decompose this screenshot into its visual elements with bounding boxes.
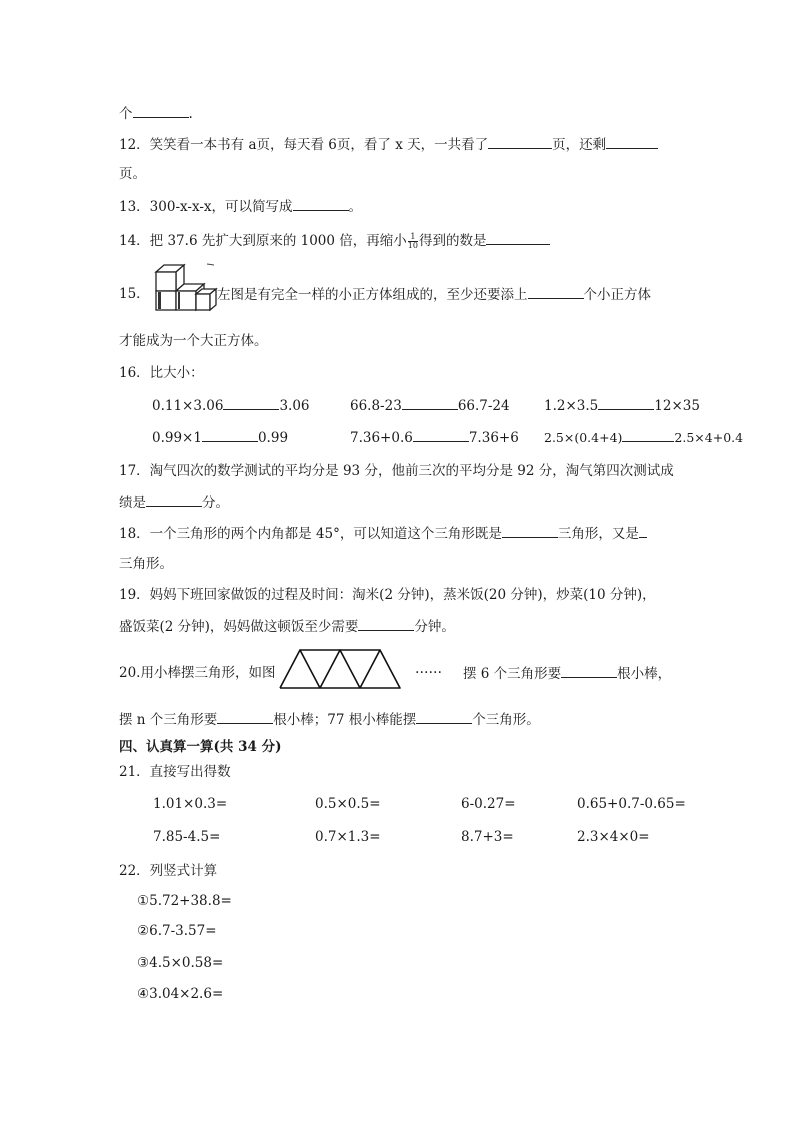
direct-calc-item	[153, 795, 227, 813]
answer-blank[interactable]	[486, 231, 550, 245]
q13-text-2: 。	[348, 199, 362, 215]
question-12	[119, 135, 658, 154]
question-20-cont	[119, 710, 540, 729]
q11-tail-end: .	[188, 106, 193, 122]
q18-text-3: 三角形。	[119, 556, 173, 572]
q20-text-5: 根小棒；77 根小棒能摆	[273, 712, 417, 728]
q20-text-4: 摆 n 个三角形要	[119, 712, 218, 728]
triangle-sticks-figure	[278, 648, 408, 690]
direct-calc-item	[461, 795, 516, 813]
answer-blank[interactable]	[146, 493, 202, 507]
direct-calc-expr: 0.5×0.5=	[315, 796, 381, 812]
compare-left: 2.5×(0.4+4)	[544, 430, 623, 445]
question-17-cont	[119, 493, 229, 512]
compare-right: 7.36+6	[468, 430, 519, 446]
q15-number: 15．	[119, 286, 150, 302]
answer-blank[interactable]	[358, 617, 414, 631]
fraction-numerator: 1	[408, 233, 418, 242]
q12-text: 12．笑笑看一本书有 a页，每天看 6页，看了 x 天，一共看了	[119, 137, 489, 153]
direct-calc-expr: 8.7+3=	[461, 829, 514, 845]
answer-blank[interactable]	[528, 285, 584, 299]
question-18-cont	[119, 555, 173, 573]
compare-item	[350, 428, 519, 447]
q18-text: 18．一个三角形的两个内角都是 45°，可以知道这个三角形既是	[119, 526, 502, 542]
q14-text: 14．把 37.6 先扩大到原来的 1000 倍，再缩小	[119, 233, 407, 249]
question-15-cont	[119, 332, 268, 350]
fraction-denominator: 10	[407, 241, 418, 250]
answer-blank[interactable]	[488, 135, 552, 149]
direct-calc-item	[577, 795, 686, 813]
direct-calc-item	[153, 828, 220, 846]
direct-calc-expr: 7.85-4.5=	[153, 829, 221, 845]
compare-right: 66.7-24	[457, 398, 510, 414]
vertical-calc-item	[137, 954, 223, 972]
direct-calc-item	[315, 795, 381, 813]
question-15-body	[217, 285, 651, 304]
question-21	[119, 763, 231, 781]
direct-calc-item	[577, 828, 650, 846]
vertical-calc-expr: ②6.7-3.57=	[137, 923, 217, 939]
q15-text: 左图是有完全一样的小正方体组成的，至少还要添上	[217, 287, 528, 303]
q17-text-3: 分。	[202, 495, 229, 511]
question-19-cont	[119, 617, 455, 636]
question-22	[119, 862, 217, 880]
question-17	[119, 462, 674, 480]
compare-left: 7.36+0.6	[350, 430, 413, 446]
compare-blank[interactable]	[598, 396, 654, 410]
q16-text: 16．比大小：	[119, 365, 204, 381]
compare-blank[interactable]	[413, 428, 469, 442]
q22-text: 22．列竖式计算	[119, 863, 218, 879]
q12-text-3: 页。	[119, 166, 146, 182]
section-4-heading	[119, 738, 281, 756]
vertical-calc-item	[137, 922, 217, 940]
compare-blank[interactable]	[622, 428, 674, 442]
answer-blank[interactable]	[502, 524, 558, 538]
q19-text: 19．妈妈下班回家做饭的过程及时间：淘米(2 分钟)，蒸米饭(20 分钟)，炒菜(10 分钟)，	[119, 587, 656, 603]
compare-item	[350, 396, 510, 415]
vertical-calc-expr: ①5.72+38.8=	[137, 893, 232, 909]
q11-tail	[119, 104, 193, 123]
answer-blank[interactable]	[606, 135, 658, 149]
vertical-calc-expr: ④3.04×2.6=	[137, 986, 224, 1002]
answer-blank[interactable]	[639, 524, 647, 538]
compare-item	[544, 396, 700, 415]
vertical-calc-expr: ③4.5×0.58=	[137, 955, 224, 971]
question-14	[119, 231, 550, 250]
q20-dots	[415, 660, 442, 678]
direct-calc-expr: 2.3×4×0=	[577, 829, 650, 845]
direct-calc-expr: 0.7×1.3=	[315, 829, 381, 845]
compare-right: 0.99	[257, 430, 289, 446]
answer-blank[interactable]	[293, 197, 349, 211]
compare-blank[interactable]	[202, 428, 258, 442]
compare-right: 2.5×4+0.4	[674, 430, 744, 445]
section-4-title: 四、认真算一算(共 34 分)	[119, 739, 282, 755]
question-12-cont	[119, 165, 146, 183]
compare-left: 1.2×3.5	[544, 398, 599, 414]
vertical-calc-item	[137, 985, 223, 1003]
compare-left: 0.11×3.06	[152, 398, 224, 414]
compare-left: 66.8-23	[350, 398, 402, 414]
compare-item	[152, 428, 288, 447]
direct-calc-item	[461, 828, 514, 846]
answer-blank[interactable]	[217, 710, 273, 724]
q13-text: 13．300-x-x-x，可以简写成	[119, 199, 293, 215]
q15-text-2: 个小正方体	[583, 287, 651, 303]
compare-left: 0.99×1	[152, 430, 202, 446]
direct-calc-expr: 1.01×0.3=	[153, 796, 228, 812]
question-18	[119, 524, 647, 543]
q19-text-2: 盛饭菜(2 分钟)，妈妈做这顿饭至少需要	[119, 619, 359, 635]
fraction-one-tenth	[408, 233, 418, 250]
direct-calc-expr: 0.65+0.7-0.65=	[577, 796, 686, 812]
question-15	[119, 285, 150, 303]
q20-text-2: 摆 6 个三角形要	[463, 666, 562, 682]
question-16	[119, 364, 204, 382]
direct-calc-item	[315, 828, 381, 846]
compare-item	[152, 396, 310, 415]
cube-stack-figure	[152, 262, 220, 318]
question-19	[119, 586, 656, 604]
q18-text-2: 三角形，又是	[557, 526, 639, 542]
compare-blank[interactable]	[223, 396, 279, 410]
direct-calc-expr: 6-0.27=	[461, 796, 516, 812]
answer-blank[interactable]	[561, 664, 617, 678]
compare-right: 3.06	[279, 398, 310, 414]
ellipsis: ……	[415, 661, 442, 677]
compare-item	[544, 428, 743, 447]
q20-text-6: 个三角形。	[472, 712, 540, 728]
q15-text-3: 才能成为一个大正方体。	[119, 333, 268, 349]
q19-text-3: 分钟。	[414, 619, 455, 635]
question-13	[119, 197, 362, 216]
question-20	[119, 664, 275, 682]
compare-blank[interactable]	[402, 396, 458, 410]
question-20-body	[463, 664, 671, 683]
q17-text-2: 绩是	[119, 495, 146, 511]
q20-text: 20.用小棒摆三角形，如图	[119, 665, 276, 681]
compare-right: 12×35	[654, 398, 700, 414]
q12-text-2: 页，还剩	[552, 137, 607, 153]
q14-text-2: 得到的数是	[418, 233, 487, 249]
q20-text-3: 根小棒，	[617, 666, 672, 682]
q21-text: 21．直接写出得数	[119, 764, 231, 780]
answer-blank[interactable]	[133, 104, 189, 118]
vertical-calc-item	[137, 892, 232, 910]
answer-blank[interactable]	[416, 710, 472, 724]
q11-tail-text: 个	[119, 106, 133, 122]
q17-text: 17．淘气四次的数学测试的平均分是 93 分，他前三次的平均分是 92 分，淘气第四次测试成	[119, 463, 674, 479]
